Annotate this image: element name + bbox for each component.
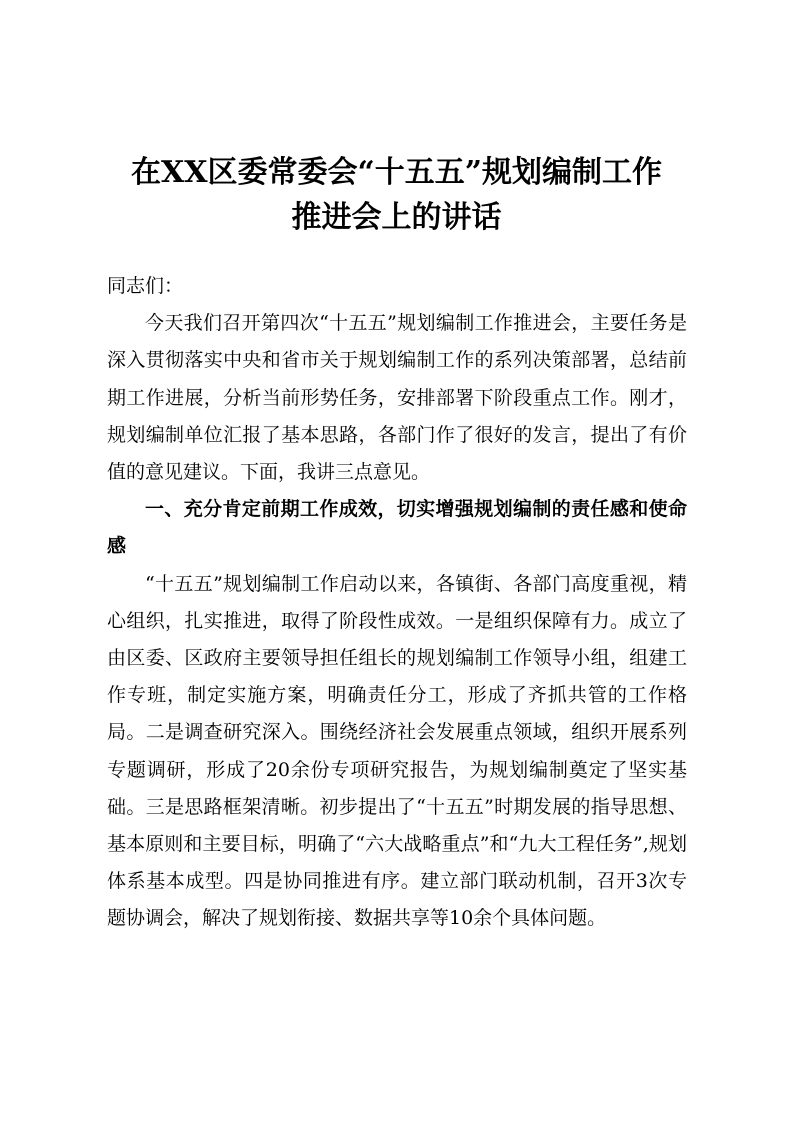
document-title bbox=[90, 150, 703, 240]
title-line-2: 推进会上的讲话 bbox=[291, 200, 502, 235]
section-1-paragraph: “十五五”规划编制工作启动以来，各镇街、各部门高度重视，精心组织，扎实推进，取得了阶段性成效。一是组织保障有力。成立了由区委、区政府主要领导担任组长的规划编制工作领导小组，组建工作专班，制定实施方案，明确责任分工，形成了齐抓共管的工作格局。二是调查研究深入。围绕经济社会发展重点领域，组织开展系列专题调研，形成了20余份专项研究报告，为规划编制奠定了坚实基础。三是思路框架清晰。初步提出了“十五五”时期发展的指导思想、基本原则和主要目标，明确了“六大战略重点”和“九大工程任务”,规划体系基本成型。四是协同推进有序。建立部门联动机制，召开3次专题协调会，解决了规划衔接、数据共享等10余个具体问题。 bbox=[107, 572, 687, 930]
section-1-heading: 一、充分肯定前期工作成效，切实增强规划编制的责任感和使命感 bbox=[107, 498, 687, 558]
salutation: 同志们： bbox=[107, 275, 184, 297]
title-line-1: 在XX区委常委会“十五五”规划编制工作 bbox=[130, 155, 663, 190]
intro-paragraph: 今天我们召开第四次“十五五”规划编制工作推进会，主要任务是深入贯彻落实中央和省市关于规划编制工作的系列决策部署，总结前期工作进展，分析当前形势任务，安排部署下阶段重点工作。刚才，规划编制单位汇报了基本思路，各部门作了很好的发言，提出了有价值的意见建议。下面，我讲三点意见。 bbox=[107, 312, 687, 484]
document-body bbox=[107, 268, 687, 938]
